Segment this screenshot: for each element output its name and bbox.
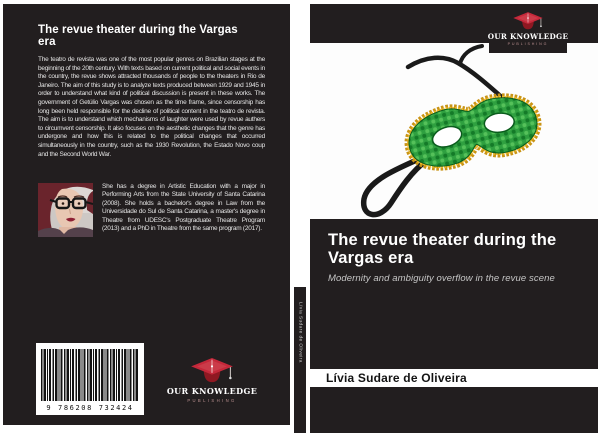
back-cover-title: The revue theater during the Vargas era [38, 24, 238, 48]
barcode-bars [41, 349, 139, 401]
publisher-tagline: PUBLISHING [187, 397, 237, 403]
publisher-tagline: PUBLISHING [507, 41, 549, 46]
author-bio: She has a degree in Artistic Education with a major in Performing Arts from the State University of Santa Catarina (2008). She holds a bachelor's degree in Law from the Universidade do Sul de Santa Catarina, a master's degree in Theatre from UDESC's Postgraduate Theatre Program (2013) and a PhD in Theatre from the same program (2017). [102, 183, 265, 233]
mask-body [403, 90, 542, 173]
back-cover-panel [3, 4, 290, 425]
front-cover-panel [310, 4, 598, 433]
mask-photo [310, 43, 598, 219]
author-portrait-image [38, 183, 93, 237]
author-photo [38, 183, 93, 237]
back-cover-synopsis: The teatro de revista was one of the most popular genres on Brazilian stages at the beginning of the 20th century. With texts based on current political and social events in the country, the revue shows attracted thousands of people to the theaters in Rio de Janeiro. The aim of this study is to analyze texts produced between 1929 and 1945 in order to understand what kind of political discussion is present in these works. The government of Getúlio Vargas was chosen as the time frame, since censorship has long been held responsible for the decline of political content in the teatro de revista. The aim is to understand which mechanisms of laughter were used by revue authers to circumvent censorship. It also focuses on the aesthetic changes that the genre has undergone and how this is related to the political changes that occurred simultaneously in the country, such as the 1930 Revolution, the Estado Novo coup and the Second World War. [38, 56, 265, 158]
publisher-name: OUR KNOWLEDGE [166, 386, 258, 396]
front-cover-subtitle: Modernity and ambiguity overflow in the revue scene [328, 273, 555, 284]
publisher-name: OUR KNOWLEDGE [487, 31, 569, 41]
carnival-mask-image [310, 43, 598, 219]
isbn-digits: 9 786208 732424 [46, 404, 134, 412]
barcode [36, 343, 144, 415]
spine [294, 287, 306, 433]
front-cover-title: The revue theater during the Vargas era [328, 231, 557, 267]
spine-author: Lívia Sudare de Oliveira [297, 302, 303, 363]
front-cover-author: Lívia Sudare de Oliveira [326, 371, 467, 385]
publisher-logo-back [168, 356, 256, 403]
author-name-band [310, 369, 598, 387]
graduation-cap-icon [508, 11, 548, 31]
publisher-logo-front [489, 4, 567, 53]
graduation-cap-icon [187, 356, 237, 385]
